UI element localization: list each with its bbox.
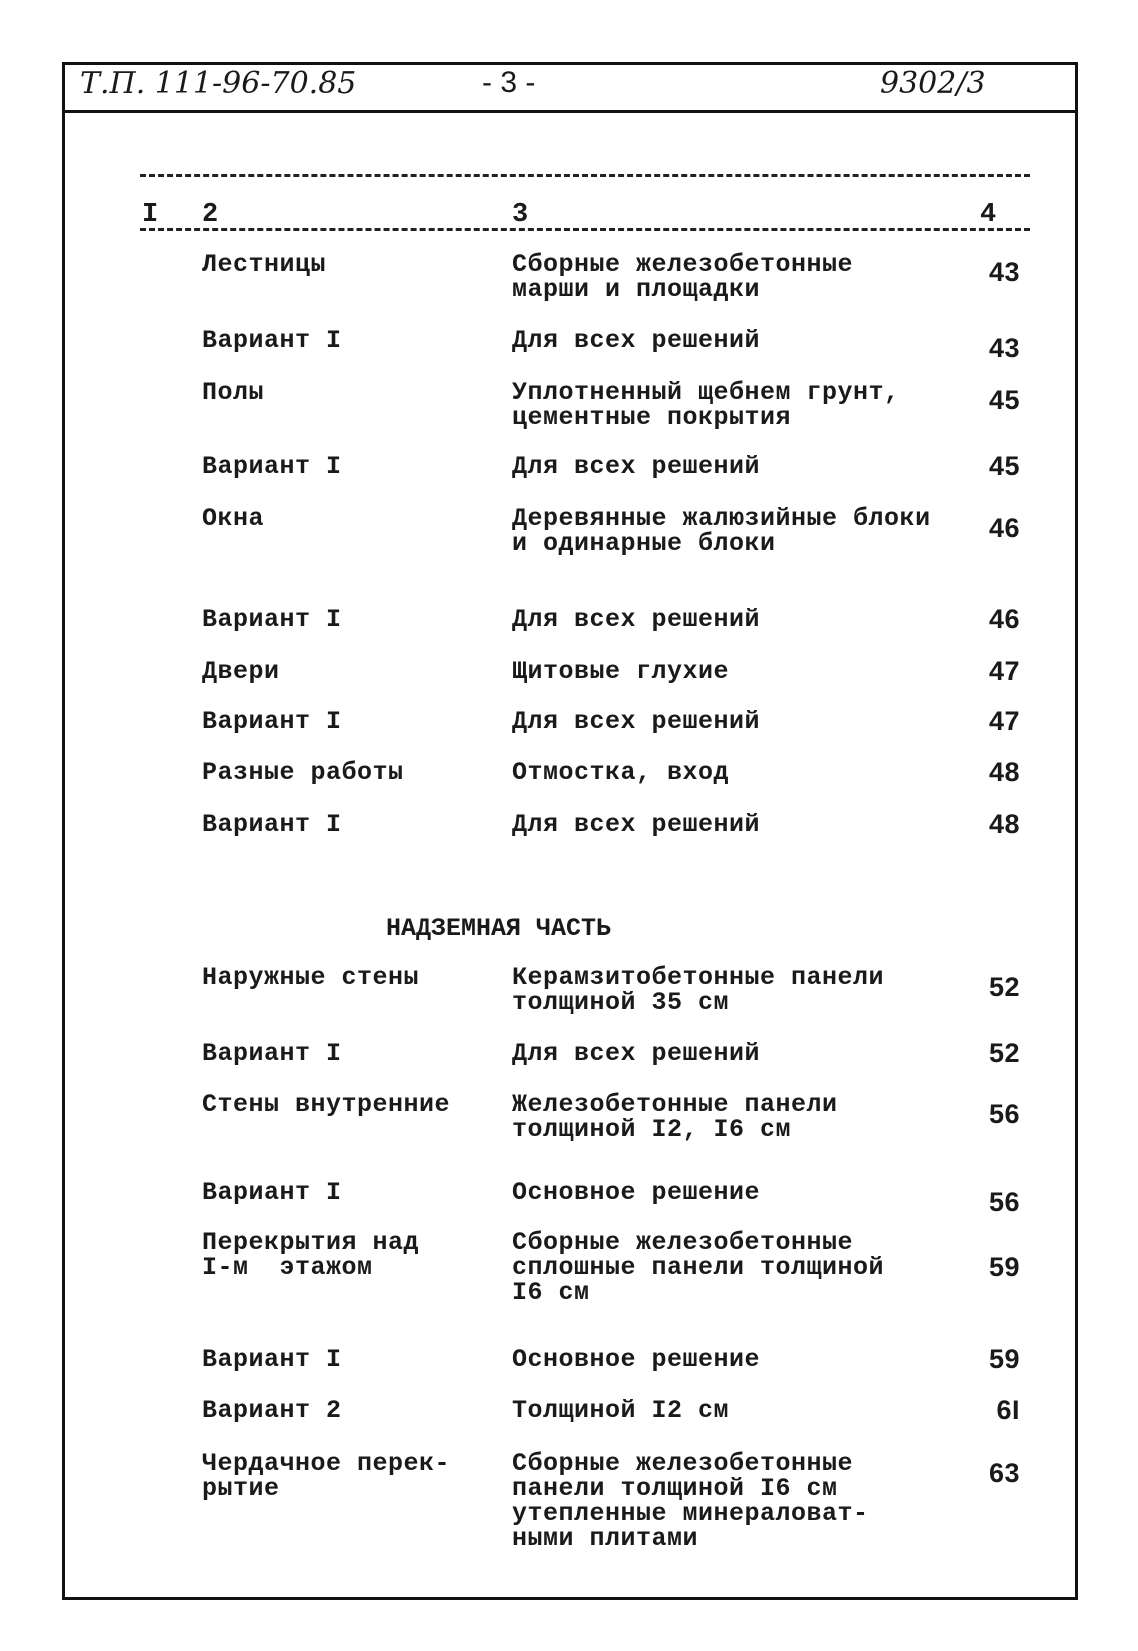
item-name: Двери	[202, 657, 280, 686]
item-page-number: 45	[988, 385, 1020, 415]
item-page-number: 59	[988, 1344, 1020, 1374]
item-page-number: 56	[988, 1187, 1020, 1217]
item-name: Вариант I	[202, 452, 342, 481]
item-page-number: 47	[988, 706, 1020, 736]
item-page-number: 59	[988, 1252, 1020, 1282]
item-page-number: 46	[988, 604, 1020, 634]
item-description: Сборные железобетонные	[512, 1228, 854, 1257]
item-name: Лестницы	[202, 250, 327, 279]
table-top-rule	[140, 174, 1030, 177]
item-page-number: 56	[988, 1099, 1020, 1129]
item-page-number: 48	[988, 757, 1020, 787]
item-description: Для всех решений	[512, 326, 761, 355]
item-description: утепленные минераловат-	[512, 1499, 869, 1528]
item-description: Керамзитобетонные панели	[512, 963, 885, 992]
item-description: Основное решение	[512, 1178, 761, 1207]
item-description: толщиной 35 см	[512, 988, 730, 1017]
item-description: Для всех решений	[512, 707, 761, 736]
col-header-1: I	[142, 200, 159, 230]
item-description: Сборные железобетонные	[512, 1449, 854, 1478]
item-page-number: 52	[988, 972, 1020, 1002]
item-description: Щитовые глухие	[512, 657, 730, 686]
item-page-number: 52	[988, 1038, 1020, 1068]
item-description: ными плитами	[512, 1524, 699, 1553]
item-name: Вариант 2	[202, 1396, 342, 1425]
item-description: Толщиной I2 см	[512, 1396, 730, 1425]
item-page-number: 6I	[996, 1395, 1020, 1425]
item-description: Отмостка, вход	[512, 758, 730, 787]
item-name: Полы	[202, 378, 265, 407]
item-description: Уплотненный щебнем грунт,	[512, 378, 900, 407]
item-description: толщиной I2, I6 см	[512, 1115, 792, 1144]
item-page-number: 47	[988, 656, 1020, 686]
col-header-4: 4	[980, 200, 997, 230]
item-name: рытие	[202, 1474, 280, 1503]
item-name: Вариант I	[202, 1345, 342, 1374]
item-page-number: 43	[988, 333, 1020, 363]
item-name: I-м этажом	[202, 1253, 373, 1282]
item-description: и одинарные блоки	[512, 529, 776, 558]
item-name: Окна	[202, 504, 265, 533]
item-page-number: 46	[988, 513, 1020, 543]
table-header-rule	[140, 228, 1030, 231]
item-page-number: 43	[988, 257, 1020, 287]
item-name: Вариант I	[202, 326, 342, 355]
doc-code: Т.П. 111-96-70.85	[80, 66, 357, 101]
item-description: цементные покрытия	[512, 403, 792, 432]
item-name: Вариант I	[202, 707, 342, 736]
sheet-number: 9302/3	[880, 66, 986, 101]
item-description: сплошные панели толщиной	[512, 1253, 885, 1282]
item-description: Основное решение	[512, 1345, 761, 1374]
item-page-number: 63	[988, 1458, 1020, 1488]
section-title: НАДЗЕМНАЯ ЧАСТЬ	[386, 914, 612, 943]
item-description: Для всех решений	[512, 1039, 761, 1068]
item-name: Стены внутренние	[202, 1090, 451, 1119]
item-name: Вариант I	[202, 1039, 342, 1068]
item-description: Деревянные жалюзийные блоки	[512, 504, 931, 533]
header-divider	[62, 110, 1078, 113]
item-description: марши и площадки	[512, 275, 761, 304]
item-description: Для всех решений	[512, 452, 761, 481]
col-header-3: 3	[512, 200, 529, 230]
item-name: Разные работы	[202, 758, 404, 787]
item-name: Вариант I	[202, 1178, 342, 1207]
item-description: Для всех решений	[512, 810, 761, 839]
item-description: Для всех решений	[512, 605, 761, 634]
item-description: панели толщиной I6 см	[512, 1474, 838, 1503]
item-name: Чердачное перек-	[202, 1449, 451, 1478]
item-description: Сборные железобетонные	[512, 250, 854, 279]
item-name: Наружные стены	[202, 963, 420, 992]
item-description: Железобетонные панели	[512, 1090, 838, 1119]
item-name: Вариант I	[202, 810, 342, 839]
item-description: I6 см	[512, 1278, 590, 1307]
item-page-number: 45	[988, 451, 1020, 481]
item-name: Перекрытия над	[202, 1228, 420, 1257]
item-page-number: 48	[988, 809, 1020, 839]
item-name: Вариант I	[202, 605, 342, 634]
page-number: - 3 -	[482, 66, 536, 99]
col-header-2: 2	[202, 200, 219, 230]
